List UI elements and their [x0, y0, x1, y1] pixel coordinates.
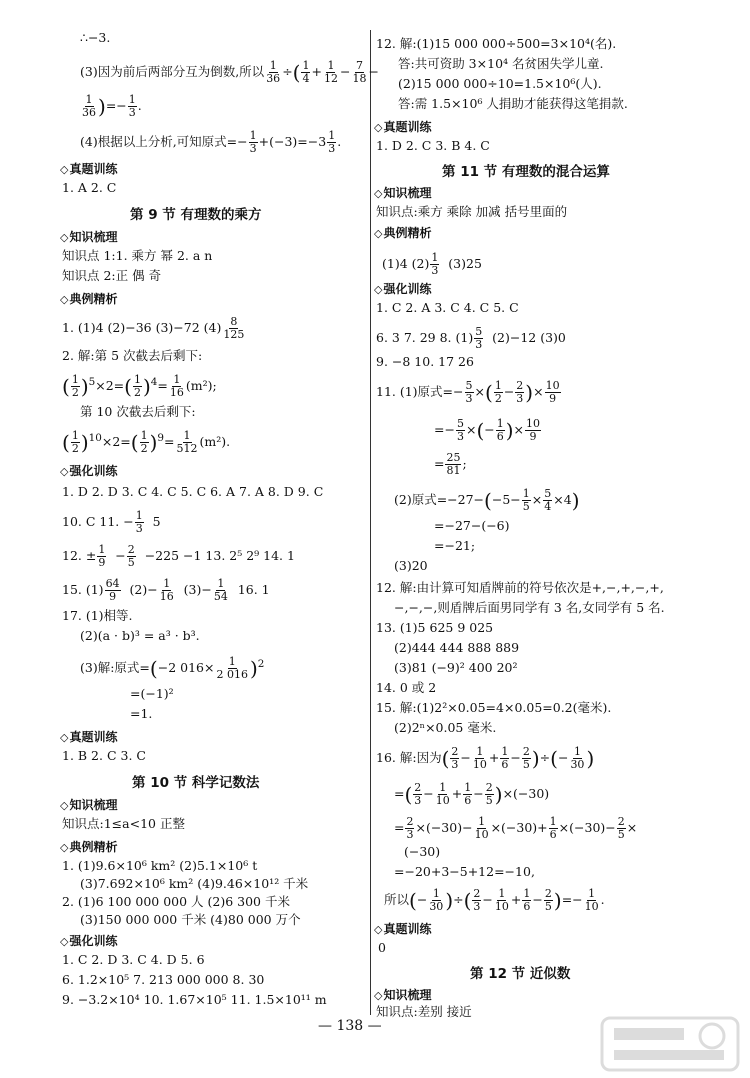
text-line: 知识点:1≤a<10 正整 [62, 816, 185, 831]
text-line: (2)原式=−27−(−5− $\frac{1}{5}$ × $\frac{5}{4}$ ×4) [394, 487, 580, 513]
text-line: (3)150 000 000 千米 (4)80 000 万个 [80, 912, 301, 927]
answer-line: 12. ± $\frac{1}{9}$ − $\frac{2}{5}$ −225 −1 13. 2⁵ 2⁹ 14. 1 [62, 543, 295, 569]
heading: ◇ 强化训练 [60, 932, 117, 949]
heading: ◇ 强化训练 [60, 462, 117, 479]
text-line: (3)81 (−9)² 400 20² [394, 660, 518, 675]
text-line: 2. 解:第 5 次截去后剩下: [62, 348, 203, 363]
text-line: ( $\frac{1}{2}$ )$^{10}$×2=( $\frac{1}{2}$ )$^9$= $\frac{1}{512}$ (m²). [62, 429, 231, 456]
text-line: = $\frac{25}{81}$ ; [434, 451, 467, 477]
text-line: 11. (1)原式=− $\frac{5}{3}$ ×( $\frac{1}{2}$ − $\frac{2}{3}$ )× $\frac{10}{9}$ [376, 379, 560, 405]
page-number: — 138 — [318, 1018, 382, 1034]
answer-line: (1)4 (2) $\frac{1}{3}$ (3)25 [382, 251, 482, 277]
text-line: =−21; [434, 538, 476, 553]
text-line: =−20+3−5+12=−10, [394, 864, 535, 879]
text-line: =(−1)² [130, 686, 174, 701]
text-line: 17. (1)相等. [62, 608, 133, 623]
text-line: ∴−3. [80, 30, 111, 45]
text-line: =− $\frac{5}{3}$ ×(− $\frac{1}{6}$ )× $\frac{10}{9}$ [434, 417, 541, 443]
text-line: (2)2ⁿ×0.05 毫米. [394, 720, 497, 735]
heading: ◇ 典例精析 [374, 224, 431, 241]
heading: ◇ 知识梳理 [60, 228, 117, 245]
heading: ◇ 知识梳理 [374, 986, 431, 1003]
text-line: (−30) [404, 844, 441, 859]
heading: ◇ 真题训练 [374, 920, 431, 937]
text-line: (4)根据以上分析,可知原式=− $\frac{1}{3}$ +(−3)=−3 $\frac{1}{3}$ . [80, 129, 342, 155]
text-line: (3)解:原式=(−2 016× $\frac{1}{2 016}$ )$^2$ [80, 655, 265, 682]
text-line: (2)15 000 000÷10=1.5×10⁶(人). [398, 76, 602, 91]
text-line: 12. 解:(1)15 000 000÷500=3×10⁴(名). [376, 36, 617, 51]
text-line: 知识点:差别 接近 [376, 1004, 472, 1019]
heading: ◇ 知识梳理 [60, 796, 117, 813]
text-line: ( $\frac{1}{2}$ )$^5$×2=( $\frac{1}{2}$ )$^4$= $\frac{1}{16}$ (m²); [62, 373, 217, 400]
text-line: =1. [130, 706, 153, 721]
text-line: =( $\frac{2}{3}$ − $\frac{1}{10}$ + $\frac{1}{6}$ − $\frac{2}{5}$ )×(−30) [394, 781, 550, 807]
answer-line: 0 [378, 940, 386, 955]
section-title: 第 12 节 近似数 [470, 966, 571, 982]
answer-line: 6. 1.2×10⁵ 7. 213 000 000 8. 30 [62, 972, 265, 987]
answer-line: 1. C 2. D 3. C 4. D 5. 6 [62, 952, 205, 967]
text-line: 知识点 2:正 偶 奇 [62, 268, 162, 283]
answer-line: 6. 3 7. 29 8. (1) $\frac{5}{3}$ (2)−12 (3)0 [376, 325, 566, 351]
text-line: 12. 解:由计算可知盾牌前的符号依次是+,−,+,−,+, [376, 580, 664, 595]
answer-line: 9. −8 10. 17 26 [376, 354, 474, 369]
text-line: (3)7.692×10⁶ km² (4)9.46×10¹² 千米 [80, 876, 309, 891]
answer-line: 15. (1) $\frac{64}{9}$ (2)− $\frac{1}{16}$ (3)− $\frac{1}{54}$ 16. 1 [62, 577, 270, 603]
answer-line: 9. −3.2×10⁴ 10. 1.67×10⁵ 11. 1.5×10¹¹ m [62, 992, 327, 1007]
column-divider [370, 30, 371, 1015]
section-title: 第 11 节 有理数的混合运算 [442, 164, 610, 180]
section-title: 第 9 节 有理数的乘方 [130, 207, 262, 223]
text-line: (3)20 [394, 558, 428, 573]
section-title: 第 10 节 科学记数法 [132, 775, 260, 791]
heading: ◇ 知识梳理 [374, 184, 431, 201]
text-line: 2. (1)6 100 000 000 人 (2)6 300 千米 [62, 894, 290, 909]
text-line: 15. 解:(1)2²×0.05=4×0.05=0.2(毫米). [376, 700, 612, 715]
text-line: 答:需 1.5×10⁶ 人捐助才能获得这笔捐款. [398, 96, 628, 111]
heading: ◇ 真题训练 [60, 728, 117, 745]
answer-line: 1. D 2. C 3. B 4. C [376, 138, 490, 153]
heading: ◇ 强化训练 [374, 280, 431, 297]
heading: ◇ 典例精析 [60, 838, 117, 855]
text-line: (3)因为前后两部分互为倒数,所以 $\frac{1}{36}$ ÷( $\frac{1}{4}$ + $\frac{1}{12}$ − $\frac{7}{18}$ − [80, 59, 379, 85]
text-line: 14. 0 或 2 [376, 680, 437, 695]
heading: ◇ 典例精析 [60, 290, 117, 307]
text-line: (2)444 444 888 889 [394, 640, 520, 655]
text-line: −,−,−,则盾牌后面男同学有 3 名,女同学有 5 名. [394, 600, 665, 615]
text-line: 所以(− $\frac{1}{30}$ )÷( $\frac{2}{3}$ − $\frac{1}{10}$ + $\frac{1}{6}$ − $\frac{2}{5}$ )=− $\frac{1}{10}$ . [384, 887, 605, 913]
text-line: 13. (1)5 625 9 025 [376, 620, 494, 635]
answer-line: 1. A 2. C [62, 180, 117, 195]
text-line: 知识点 1:1. 乘方 幂 2. a n [62, 248, 213, 263]
answer-line: 10. C 11. − $\frac{1}{3}$ 5 [62, 509, 161, 535]
text-line: 第 10 次截去后剩下: [80, 404, 196, 419]
watermark-logo-icon [600, 1016, 740, 1072]
text-line: $\frac{1}{36}$ )=− $\frac{1}{3}$ . [82, 93, 142, 119]
text-line: 答:共可资助 3×10⁴ 名贫困失学儿童. [398, 56, 604, 71]
answer-line: 1. C 2. A 3. C 4. C 5. C [376, 300, 519, 315]
text-line: 16. 解:因为( $\frac{2}{3}$ − $\frac{1}{10}$ + $\frac{1}{6}$ − $\frac{2}{5}$ )÷(− $\frac{1}{30}$ ) [376, 745, 595, 771]
heading: ◇ 真题训练 [60, 160, 117, 177]
text-line: (2)(a · b)³ = a³ · b³. [80, 628, 200, 643]
text-line: =−27−(−6) [434, 518, 510, 533]
answer-line: 1. B 2. C 3. C [62, 748, 146, 763]
heading: ◇ 真题训练 [374, 118, 431, 135]
text-line: 知识点:乘方 乘除 加减 括号里面的 [376, 204, 568, 219]
text-line: 1. (1)4 (2)−36 (3)−72 (4) $\frac{8}{125}$ [62, 315, 245, 341]
text-line: = $\frac{2}{3}$ ×(−30)− $\frac{1}{10}$ ×(−30)+ $\frac{1}{6}$ ×(−30)− $\frac{2}{5}$ × [394, 815, 638, 841]
answer-line: 1. D 2. D 3. C 4. C 5. C 6. A 7. A 8. D 9. C [62, 484, 324, 499]
text-line: 1. (1)9.6×10⁶ km² (2)5.1×10⁶ t [62, 858, 258, 873]
